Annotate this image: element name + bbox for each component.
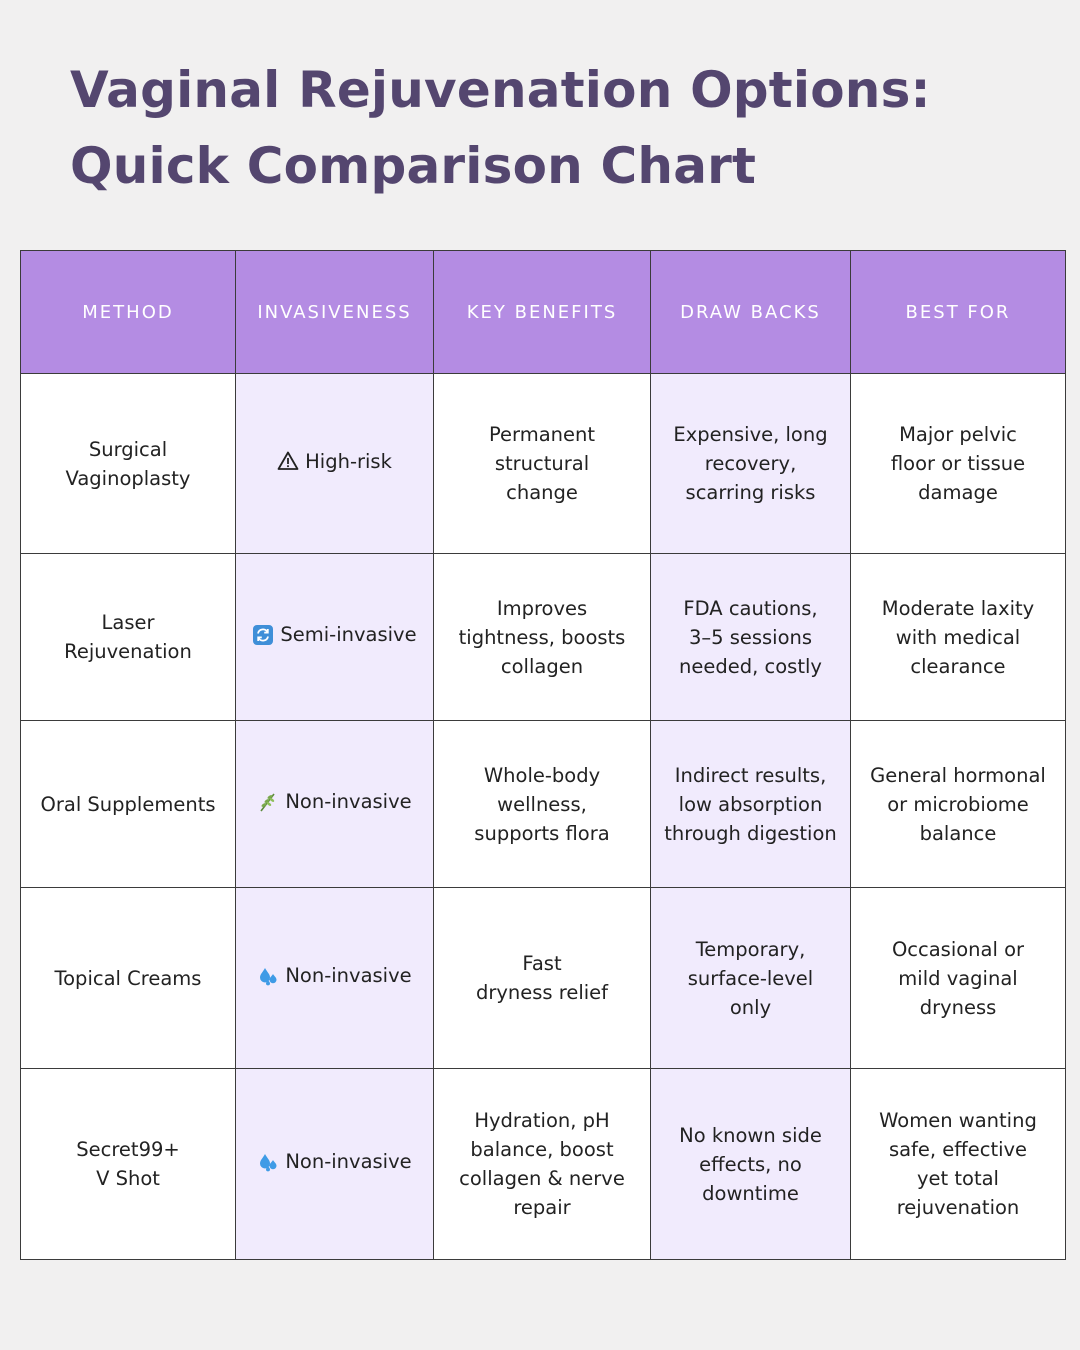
- drawbacks-line: recovery,: [704, 452, 797, 475]
- drawbacks-line: Indirect results,: [674, 763, 827, 787]
- drawbacks-line: scarring risks: [685, 481, 816, 504]
- method-line: Rejuvenation: [64, 640, 192, 663]
- drawbacks-line: low absorption: [678, 792, 823, 816]
- cycle-arrows-icon: [252, 624, 274, 646]
- method-cell: [21, 1069, 236, 1260]
- drawbacks-cell: [651, 888, 851, 1069]
- method-cell: [21, 721, 236, 888]
- benefits-line: repair: [513, 1196, 571, 1219]
- header-row: [21, 251, 1066, 374]
- header-invasiveness: INVASIVENESS: [236, 251, 434, 374]
- drawbacks-cell: [651, 1069, 851, 1260]
- title-line-2: Quick Comparison Chart: [70, 137, 757, 195]
- header-method: METHOD: [21, 251, 236, 374]
- benefits-line: change: [506, 481, 578, 504]
- page-title: [70, 52, 931, 204]
- invasiveness-cell: [236, 888, 434, 1069]
- best-for-line: Major pelvic: [899, 423, 1017, 446]
- best-for-line: General hormonal: [870, 763, 1046, 787]
- drawbacks-line: FDA cautions,: [683, 596, 818, 620]
- warning-icon: [277, 450, 299, 472]
- table-row: [21, 721, 1066, 888]
- method-cell: [21, 888, 236, 1069]
- benefits-line: wellness,: [497, 792, 587, 816]
- benefits-line: Fast: [522, 952, 562, 975]
- drawbacks-line: only: [729, 995, 772, 1019]
- drawbacks-cell: [651, 721, 851, 888]
- method-cell: [21, 554, 236, 721]
- invasiveness-cell: [236, 721, 434, 888]
- drawbacks-cell: [651, 374, 851, 554]
- best-for-line: Women wanting: [879, 1109, 1037, 1132]
- droplets-icon: [257, 1151, 279, 1173]
- drawbacks-line: through digestion: [664, 821, 837, 845]
- method-line: Oral Supplements: [40, 792, 216, 816]
- herb-icon: [257, 791, 279, 813]
- benefits-line: collagen & nerve: [459, 1167, 625, 1190]
- method-line: Surgical: [88, 437, 168, 461]
- invasiveness-label: Non-invasive: [285, 790, 412, 814]
- benefits-line: structural: [494, 452, 590, 475]
- drawbacks-line: 3–5 sessions: [688, 625, 813, 649]
- best-for-line: floor or tissue: [890, 452, 1026, 475]
- invasiveness-label: Non-invasive: [285, 1150, 412, 1174]
- benefits-line: Hydration, pH: [474, 1109, 610, 1132]
- benefits-cell: [434, 374, 651, 554]
- invasiveness-label: High-risk: [305, 449, 392, 473]
- drawbacks-line: Expensive, long: [673, 423, 828, 446]
- benefits-cell: [434, 721, 651, 888]
- best-for-cell: [851, 888, 1066, 1069]
- header-draw-backs: DRAW BACKS: [651, 251, 851, 374]
- benefits-line: Whole-body: [483, 763, 601, 787]
- best-for-line: rejuvenation: [896, 1196, 1020, 1219]
- best-for-line: dryness: [919, 995, 997, 1019]
- title-line-1: Vaginal Rejuvenation Options:: [70, 61, 931, 119]
- invasiveness-cell: [236, 1069, 434, 1260]
- benefits-line: supports flora: [474, 821, 610, 845]
- drawbacks-line: effects, no: [699, 1152, 802, 1176]
- best-for-line: yet total: [917, 1167, 999, 1190]
- best-for-line: clearance: [910, 654, 1006, 678]
- drawbacks-cell: [651, 554, 851, 721]
- benefits-cell: [434, 554, 651, 721]
- drawbacks-line: No known side: [679, 1123, 822, 1147]
- best-for-line: Occasional or: [891, 937, 1025, 961]
- drawbacks-line: Temporary,: [695, 937, 806, 961]
- benefits-line: Permanent: [488, 423, 596, 446]
- benefits-line: dryness relief: [475, 981, 609, 1004]
- best-for-line: with medical: [895, 625, 1021, 649]
- best-for-line: safe, effective: [888, 1138, 1028, 1161]
- drawbacks-line: needed, costly: [679, 654, 822, 678]
- method-line: Vaginoplasty: [65, 466, 191, 490]
- best-for-line: or microbiome: [887, 792, 1029, 816]
- best-for-line: balance: [919, 821, 997, 845]
- drawbacks-line: downtime: [702, 1181, 799, 1205]
- best-for-line: mild vaginal: [898, 966, 1018, 990]
- invasiveness-label: Non-invasive: [285, 964, 412, 988]
- droplets-icon: [257, 965, 279, 987]
- method-line: Laser: [101, 611, 155, 634]
- method-line: V Shot: [96, 1167, 160, 1190]
- benefits-line: Improves: [496, 596, 588, 620]
- best-for-cell: [851, 374, 1066, 554]
- best-for-cell: [851, 554, 1066, 721]
- benefits-cell: [434, 888, 651, 1069]
- table-row: [21, 888, 1066, 1069]
- method-line: Topical Creams: [54, 966, 202, 990]
- invasiveness-label: Semi-invasive: [280, 623, 417, 647]
- method-cell: [21, 374, 236, 554]
- invasiveness-cell: [236, 554, 434, 721]
- best-for-cell: [851, 1069, 1066, 1260]
- table-row: [21, 374, 1066, 554]
- best-for-cell: [851, 721, 1066, 888]
- benefits-line: tightness, boosts: [458, 625, 626, 649]
- benefits-line: collagen: [500, 654, 584, 678]
- invasiveness-cell: [236, 374, 434, 554]
- table-body: [21, 374, 1066, 1260]
- best-for-line: Moderate laxity: [881, 596, 1035, 620]
- benefits-line: balance, boost: [470, 1138, 614, 1161]
- table-row: [21, 1069, 1066, 1260]
- drawbacks-line: surface-level: [687, 966, 814, 990]
- table-row: [21, 554, 1066, 721]
- benefits-cell: [434, 1069, 651, 1260]
- header-key-benefits: KEY BENEFITS: [434, 251, 651, 374]
- comparison-table: [20, 250, 1066, 1260]
- method-line: Secret99+: [76, 1138, 180, 1161]
- best-for-line: damage: [918, 481, 998, 504]
- header-best-for: BEST FOR: [851, 251, 1066, 374]
